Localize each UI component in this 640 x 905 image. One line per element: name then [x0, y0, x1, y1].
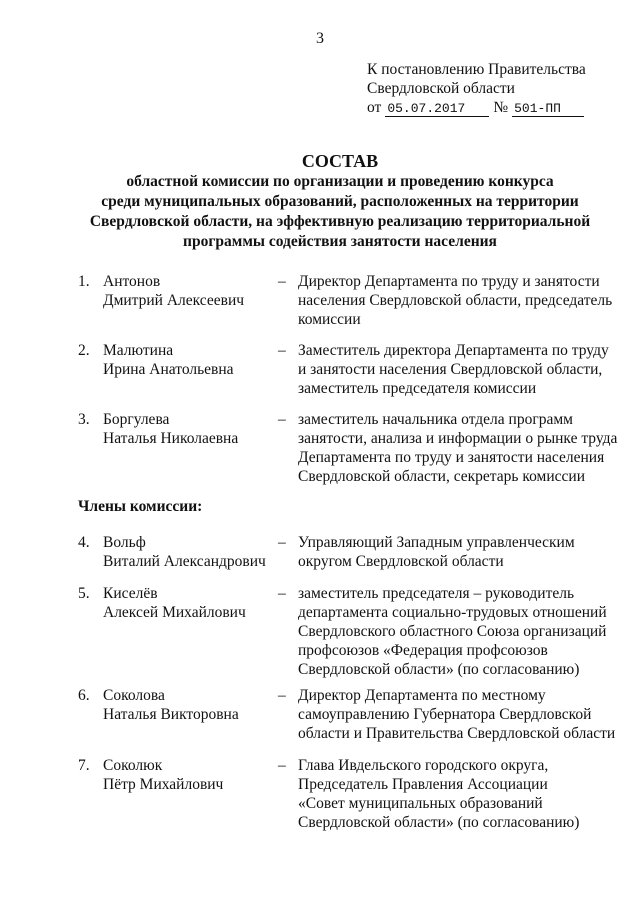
role-line: Директор Департамента по труду и занятости: [298, 273, 600, 290]
role-line: Глава Ивдельского городского округа,: [298, 757, 549, 774]
approval-line-2: Свердловской области: [367, 80, 515, 97]
document-title: [0, 150, 640, 252]
approval-line-1: К постановлению Правительства: [367, 61, 586, 78]
member-name: [103, 272, 283, 310]
member-given-names: Наталья Викторовна: [103, 706, 239, 723]
member-role: [298, 584, 628, 679]
member-given-names: Пётр Михайлович: [103, 776, 224, 793]
date-prefix: от: [367, 99, 382, 116]
role-line: «Совет муниципальных образований: [298, 795, 543, 812]
role-line: и занятости населения Свердловской области,: [298, 361, 603, 378]
member-dash: –: [278, 411, 286, 428]
member-number: 2.: [78, 342, 90, 359]
member-surname: Соколюк: [103, 757, 163, 774]
member-surname: Антонов: [103, 273, 161, 290]
member-dash: –: [278, 273, 286, 290]
member-dash: –: [278, 585, 286, 602]
member-given-names: Алексей Михайлович: [103, 604, 246, 621]
role-line: комиссии: [298, 311, 361, 328]
member-surname: Вольф: [103, 534, 146, 551]
member-surname: Боргулева: [103, 411, 170, 428]
member-number: 1.: [78, 273, 90, 290]
member-dash: –: [278, 342, 286, 359]
role-line: департамента социально-трудовых отношений: [298, 604, 607, 621]
member-name: [103, 533, 283, 571]
role-line: заместитель председателя – руководитель: [298, 585, 575, 602]
member-surname: Соколова: [103, 687, 165, 704]
member-number: 4.: [78, 534, 90, 551]
member-role: [298, 756, 628, 832]
role-line: Департамента по труду и занятости населения: [298, 449, 605, 466]
role-line: округом Свердловской области: [298, 553, 504, 570]
role-line: заместитель председателя комиссии: [298, 380, 537, 397]
role-line: Председатель Правления Ассоциации: [298, 776, 548, 793]
role-line: профсоюзов «Федерация профсоюзов: [298, 642, 548, 659]
title-line-1: областной комиссии по организации и проведению конкурса: [126, 173, 554, 190]
member-number: 5.: [78, 585, 90, 602]
role-line: самоуправлению Губернатора Свердловской: [298, 706, 592, 723]
role-line: Директор Департамента по местному: [298, 687, 546, 704]
decree-number: 501-ПП: [514, 101, 561, 116]
approval-block: [367, 60, 586, 117]
title-main: СОСТАВ: [301, 151, 379, 171]
members-section-heading: Члены комиссии:: [78, 498, 203, 515]
role-line: области и Правительства Свердловской области: [298, 725, 616, 742]
member-dash: –: [278, 687, 286, 704]
member-name: [103, 410, 283, 448]
member-role: [298, 533, 628, 571]
member-name: [103, 756, 283, 794]
date-field: [385, 100, 489, 117]
role-line: Свердловского областного Союза организаций: [298, 623, 607, 640]
decree-date: 05.07.2017: [387, 101, 466, 116]
title-line-3: Свердловской области, на эффективную реализацию территориальной: [89, 213, 591, 230]
member-number: 3.: [78, 411, 90, 428]
role-line: Свердловской области» (по согласованию): [298, 814, 580, 831]
role-line: Управляющий Западным управленческим: [298, 534, 575, 551]
role-line: заместитель начальника отдела программ: [298, 411, 573, 428]
member-name: [103, 341, 283, 379]
role-line: Заместитель директора Департамента по труду: [298, 342, 609, 359]
role-line: Свердловской области» (по согласованию): [298, 661, 580, 678]
member-given-names: Наталья Николаевна: [103, 430, 239, 447]
member-given-names: Ирина Анатольевна: [103, 361, 234, 378]
member-number: 6.: [78, 687, 90, 704]
role-line: Свердловской области, секретарь комиссии: [298, 468, 585, 485]
role-line: занятости, анализа и информации о рынке труда: [298, 430, 618, 447]
member-surname: Киселёв: [103, 585, 158, 602]
member-number: 7.: [78, 757, 90, 774]
member-given-names: Виталий Александрович: [103, 553, 266, 570]
member-role: [298, 410, 628, 486]
member-surname: Малютина: [103, 342, 174, 359]
member-name: [103, 584, 283, 622]
member-role: [298, 686, 628, 743]
member-dash: –: [278, 757, 286, 774]
member-role: [298, 341, 628, 398]
member-role: [298, 272, 628, 329]
title-line-2: среди муниципальных образований, расположенных на территории: [101, 193, 579, 210]
page-number: 3: [316, 30, 324, 47]
title-line-4: программы содействия занятости населения: [183, 233, 497, 250]
role-line: населения Свердловской области, председатель: [298, 292, 613, 309]
member-name: [103, 686, 283, 724]
approval-date-number-row: [367, 98, 586, 117]
member-given-names: Дмитрий Алексеевич: [103, 292, 245, 309]
number-prefix: №: [493, 99, 509, 116]
member-dash: –: [278, 534, 286, 551]
number-field: [512, 100, 584, 117]
